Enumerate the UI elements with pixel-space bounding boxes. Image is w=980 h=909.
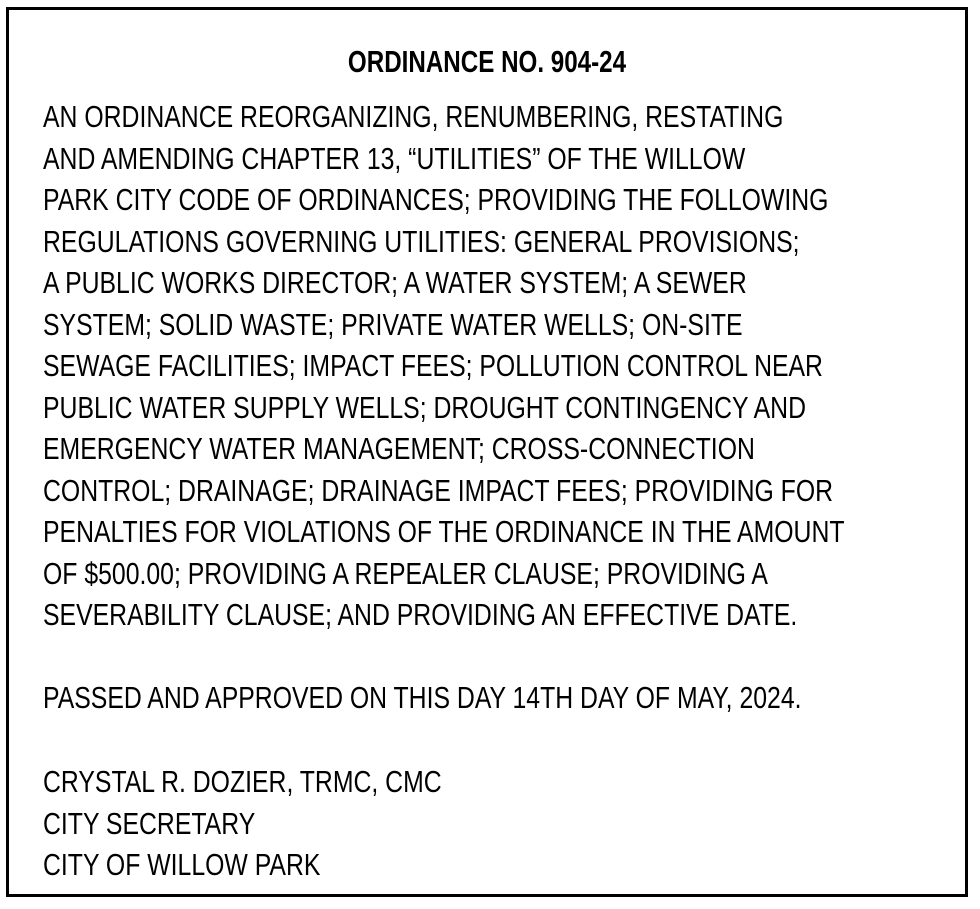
body-line: AND AMENDING CHAPTER 13, “UTILITIES” OF THE WILLOW	[43, 140, 746, 176]
ordinance-title: ORDINANCE NO. 904-24	[347, 44, 627, 79]
body-line: EMERGENCY WATER MANAGEMENT; CROSS-CONNECTION	[43, 431, 755, 466]
passed-statement: PASSED AND APPROVED ON THIS DAY 14TH DAY OF MAY, 2024.	[43, 680, 802, 715]
legal-notice-box	[6, 7, 968, 897]
ordinance-body	[43, 96, 980, 636]
body-line: SEWAGE FACILITIES; IMPACT FEES; POLLUTION CONTROL NEAR	[43, 348, 823, 383]
signer-organization: CITY OF WILLOW PARK	[43, 847, 321, 882]
body-line: REGULATIONS GOVERNING UTILITIES: GENERAL PROVISIONS;	[43, 223, 800, 259]
signer-name: CRYSTAL R. DOZIER, TRMC, CMC	[43, 764, 442, 799]
body-line: OF $500.00; PROVIDING A REPEALER CLAUSE; PROVIDING A	[43, 555, 768, 591]
body-line: PUBLIC WATER SUPPLY WELLS; DROUGHT CONTINGENCY AND	[43, 389, 806, 425]
body-line: CONTROL; DRAINAGE; DRAINAGE IMPACT FEES; PROVIDING FOR	[43, 472, 834, 508]
body-line: A PUBLIC WORKS DIRECTOR; A WATER SYSTEM; A SEWER	[43, 265, 747, 300]
body-line: AN ORDINANCE REORGANIZING, RENUMBERING, RESTATING	[43, 99, 784, 134]
signer-position: CITY SECRETARY	[43, 805, 256, 841]
body-line: PARK CITY CODE OF ORDINANCES; PROVIDING THE FOLLOWING	[43, 182, 829, 217]
body-line: SYSTEM; SOLID WASTE; PRIVATE WATER WELLS; ON-SITE	[43, 306, 743, 342]
body-line: PENALTIES FOR VIOLATIONS OF THE ORDINANCE IN THE AMOUNT	[43, 514, 845, 549]
signature-block	[43, 761, 541, 886]
body-line: SEVERABILITY CLAUSE; AND PROVIDING AN EFFECTIVE DATE.	[43, 597, 798, 632]
